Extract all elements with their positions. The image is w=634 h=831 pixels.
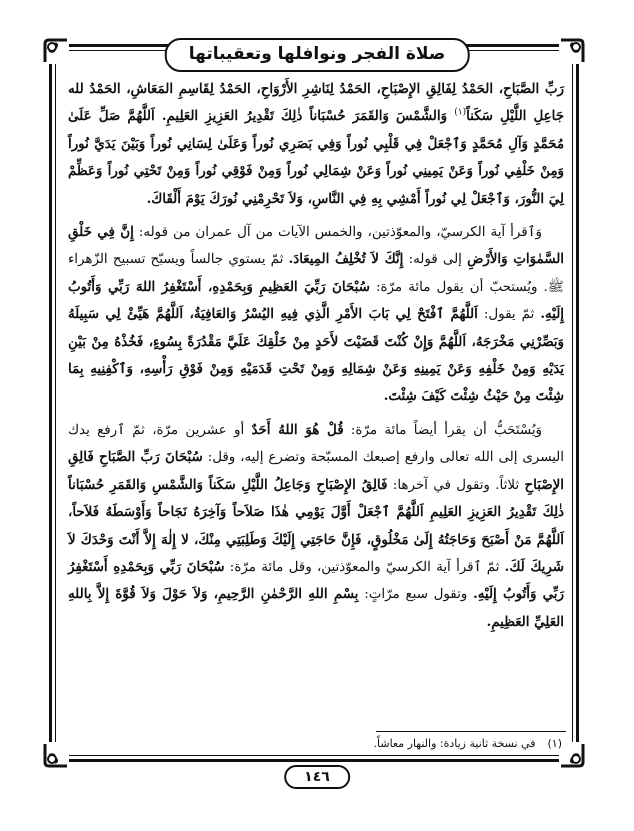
prayer-text: سُبْحَانَ رَبِّيَ العَظِيمِ وَبِحَمْدِهِ، أَسْتَغْفِرُ اللهَ رَبِّي وَأَتُوبُ إِلَيْهِ. bbox=[68, 278, 564, 323]
prayer-text: بِسْمِ اللهِ الرَّحْمٰنِ الرَّحِيمِ، وَلاَ حَوْلَ وَلاَ قُوَّةَ إِلاَّ بِاللهِ العَلِيِّ العَظِيمِ. bbox=[68, 586, 564, 630]
prayer-text: إِنَّ فِي خَلْقِ السَّمٰوَاتِ وَالأَرْضِ bbox=[68, 224, 564, 268]
instruction-text: ثمّ يقول: bbox=[477, 307, 541, 323]
instruction-text: ثمّ ٱقرأ آية الكرسيّ والمعوّذتين، وقل مائة مرّة: bbox=[224, 559, 505, 575]
prayer-text: رَبِّ الصَّبَاحِ، الحَمْدُ لِفَالِقِ الإِصْبَاحِ، الحَمْدُ لِنَاشِرِ الأَرْوَاحِ، الحَمْدُ لِقَاسِمِ المَعَاشِ، الحَمْدُ لله جَاعِلِ اللَّيْلِ سَكَناً bbox=[68, 81, 564, 125]
chapter-title-box bbox=[165, 38, 470, 72]
instruction-text: وَيُسْتَحَبُّ أن يقرأ أيضاً مائة مرّة: bbox=[343, 422, 543, 438]
body-text bbox=[68, 76, 564, 636]
corner-ornament-icon bbox=[43, 742, 69, 768]
instruction-text: ثمّ يستوي جالساً ويسبّح تسبيح الزّهراء ﷺ. ويُستحبّ أن يقول مائة مرّة: bbox=[68, 252, 564, 295]
instruction-text: وتقول سبع مرّاتٍ: bbox=[358, 587, 474, 603]
page-number: ١٤٦ bbox=[284, 765, 350, 789]
footnote-divider bbox=[376, 731, 566, 732]
chapter-title: صلاة الفجر ونوافلها وتعقيباتها bbox=[188, 44, 446, 64]
instruction-text: إلى قوله: bbox=[403, 252, 468, 268]
prayer-text: اَللَّهُمَّ صَلِّ عَلَىٰ مُحَمَّدٍ وَآلِ مُحَمَّدٍ وَٱجْعَلْ فِي قَلْبِي نُوراً وَفِي بَصَرِي نُوراً وَعَلَىٰ لِسَانِي نُوراً وَبَيْنَ يَدَيَّ نُوراً وَمِنْ خَلْفِي نُوراً وَعَنْ يَمِينِي نُوراً وَعَنْ شِمَالِي نُوراً وَمِنْ فَوْقِي نُوراً وَمِنْ تَحْتِي نُوراً وَعَظِّمْ لِيَ النُّورَ، وَٱجْعَلْ لِي نُوراً أَمْشِي بِهِ فِي النَّاسِ، وَلاَ تَحْرِمْنِي نُورَكَ يَوْمَ أَلْقَاكَ. bbox=[68, 108, 564, 207]
corner-ornament-icon bbox=[43, 38, 69, 64]
instruction-text: أو عشرين مرّة، ثمّ ٱرفع يدك اليسرى إلى الله تعالى وارفع إصبعك المسبّحة وتضرع إليه، وقل: bbox=[68, 422, 564, 466]
paragraph-3 bbox=[68, 417, 564, 636]
corner-ornament-icon bbox=[559, 742, 585, 768]
prayer-text: اَللَّهُمَّ ٱفْتَحْ لِي بَابَ الأَمْرِ الَّذِي فِيهِ اليُسْرُ وَالعَافِيَةُ، اَللَّهُمَّ هَيِّئْ لِي سَبِيلَهُ وَبَصِّرْنِي مَخْرَجَهُ، اَللَّهُمَّ وَإِنْ كُنْتَ قَضَيْتَ لأَحَدٍ مِنْ خَلْقِكَ عَلَيَّ مَقْدُرَةً بِسُوءٍ، فَخُذْهُ مِنْ بَيْنِ يَدَيْهِ وَمِنْ خَلْفِهِ وَعَنْ يَمِينِهِ وَعَنْ شِمَالِهِ وَمِنْ تَحْتِ قَدَمَيْهِ وَمِنْ فَوْقِ رَأْسِهِ، وَٱكْفِنِيهِ بِمَا شِئْتَ مِنْ حَيْثُ شِئْتَ كَيْفَ شِئْتَ. bbox=[68, 306, 564, 405]
footnote-text: في نسخة ثانية زيادة: والنهار معاشاً. bbox=[373, 737, 536, 750]
prayer-text: سُبْحَانَ رَبِّي وَبِحَمْدِهِ أَسْتَغْفِرُ رَبِّي وَأَتُوبُ إِلَيْهِ. bbox=[68, 558, 564, 603]
instruction-text: وَٱقرأ آية الكرسيّ، والمعوّذتين، والخمس الآيات من آل عمران من قوله: bbox=[133, 225, 542, 241]
instruction-text: ثلاثاً. وتقول في آخرها: bbox=[387, 477, 525, 493]
corner-ornament-icon bbox=[559, 38, 585, 64]
prayer-text: وَالشَّمْسَ وَالقَمَرَ حُسْبَاناً ذٰلِكَ تَقْدِيرُ العَزِيزِ العَلِيمِ. bbox=[161, 108, 455, 125]
prayer-text: قُلْ هُوَ اللهُ أَحَدٌ bbox=[251, 421, 344, 438]
prayer-text: فَالِقُ الإِصْبَاحِ وَجَاعِلُ اللَّيْلِ سَكَناً وَالشَّمْسِ وَالقَمَرِ حُسْبَاناً ذٰلِكَ تَقْدِيرُ العَزِيزِ العَلِيمِ اَللَّهُمَّ ٱجْعَلْ أَوَّلَ يَوْمِي هٰذَا صَلاَحاً وَآخِرَهُ نَجَاحاً وَأَوْسَطَهُ فَلاَحاً، اَللَّهُمَّ مَنْ أَصْبَحَ وَحَاجَتُهُ إِلَىٰ مَخْلُوقٍ، فَإِنَّ حَاجَتِي إِلَيْكَ وَطَلِبَتِي مِنْكَ، لا إِلٰهَ إِلاَّ أَنْتَ وَحْدَكَ لاَ شَرِيكَ لَكَ. bbox=[68, 476, 565, 575]
footnote-number: (١) bbox=[547, 737, 562, 750]
footnote-reference: (١) bbox=[454, 107, 467, 118]
paragraph-1 bbox=[68, 76, 564, 213]
prayer-text: سُبْحَانَ رَبِّ الصَّبَاحِ فَالِقِ الإِصْبَاحِ bbox=[68, 449, 564, 493]
paragraph-2 bbox=[68, 219, 564, 411]
prayer-text: إِنَّكَ لاَ تُخْلِفُ المِيعَادَ. bbox=[288, 251, 404, 268]
footnote bbox=[374, 737, 562, 750]
